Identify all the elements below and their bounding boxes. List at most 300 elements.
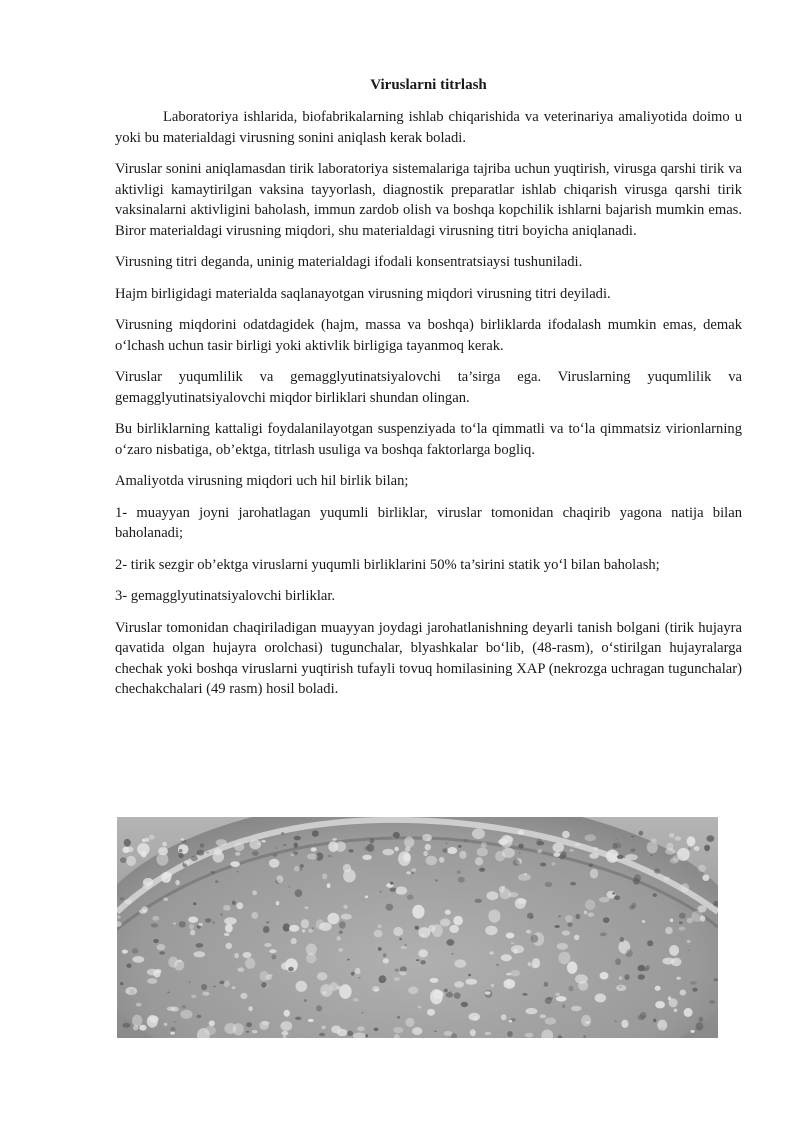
cell-shadow [631,849,636,852]
cell-shadow [589,864,593,867]
cell-shadow [620,937,624,942]
cell-shadow [289,886,291,888]
cell-shadow [312,830,319,837]
cell-shadow [576,914,581,919]
plaque-spot [540,1014,546,1018]
plaque-spot [353,998,359,1002]
plaque-spot [157,944,166,950]
plaque-spot [311,847,317,851]
cell-shadow [153,939,159,943]
plaque-spot [508,892,518,897]
plaque-spot [240,993,247,999]
plaque-spot [336,986,340,990]
cell-shadow [696,1022,704,1030]
plaque-spot [690,1030,694,1033]
plaque-spot [181,838,185,841]
plaque-spot [676,977,681,980]
plaque-spot [687,836,696,846]
plaque-spot [133,1025,139,1030]
plaque-spot [406,871,411,874]
plaque-spot [687,918,693,923]
plaque-spot [664,877,670,881]
cell-shadow [193,902,196,905]
cell-shadow [206,852,209,854]
plaque-spot [164,872,172,878]
cell-shadow [189,981,191,983]
cell-shadow [263,926,270,933]
plaque-spot [374,930,383,938]
plaque-spot [684,1008,693,1017]
plaque-spot [466,979,478,985]
cell-shadow [442,848,447,853]
cell-shadow [276,847,278,849]
cell-shadow [420,960,426,964]
plaque-spot [423,851,427,856]
plaque-spot [174,960,184,971]
micrograph-svg [117,817,718,1038]
plaque-spot [336,936,340,941]
plaque-spot [259,971,268,981]
plaque-spot [383,849,395,856]
cell-shadow [603,917,610,923]
cell-shadow [646,965,650,969]
cell-shadow [211,871,215,874]
plaque-spot [399,971,406,976]
plaque-spot [574,935,579,941]
cell-shadow [450,991,452,992]
cell-shadow [714,978,718,981]
cell-shadow [544,982,549,987]
plaque-spot [553,852,560,857]
cell-shadow [614,1020,617,1022]
cell-shadow [614,896,620,901]
plaque-spot [585,834,596,841]
cell-shadow [379,975,387,983]
cell-shadow [626,949,633,957]
plaque-spot [184,860,190,864]
plaque-spot [291,853,295,856]
cell-shadow [653,893,657,897]
plaque-spot [308,1019,314,1022]
plaque-spot [575,843,581,846]
plaque-spot [281,1031,288,1036]
plaque-spot [276,875,283,883]
cell-shadow [294,836,301,841]
plaque-spot [152,916,159,921]
plaque-spot [545,1018,556,1025]
cell-shadow [370,838,375,844]
plaque-spot [264,943,271,947]
cell-shadow [692,988,697,992]
cell-shadow [707,852,709,853]
plaque-spot [616,985,626,991]
cell-shadow [246,1031,249,1033]
plaque-spot [625,854,638,860]
plaque-spot [141,851,147,858]
cell-shadow [197,1015,202,1019]
plaque-spot [503,836,513,843]
plaque-spot [565,915,573,922]
cell-shadow [617,855,624,859]
cell-shadow [513,859,520,866]
plaque-spot [495,851,505,862]
cell-shadow [281,832,284,835]
cell-shadow [444,989,448,993]
plaque-spot [425,844,431,851]
paragraph-plaques: Viruslar tomonidan chaqiriladigan muayyan joydagi jarohatlanishning deyarli tanish bolgani (tirik hujayra qavatida olgan hujayra orolchasi) tugunchalar, blyashkalar bo‘lib, (48-rasm), o‘stirilgan hujayralarga chechak yoki boshqa viruslarni yuqtirish tufayli tovuq homilasining XAP (nekrozga uchragan tugunchalar) chechakchalari (49 rasm) hosil boladi. [115,619,742,697]
plaque-spot [562,831,570,838]
cell-shadow [461,1002,468,1007]
cell-shadow [167,992,170,994]
plaque-spot [575,974,588,984]
plaque-spot [142,907,148,912]
cell-shadow [640,1012,647,1019]
cell-shadow [446,939,454,946]
plaque-spot [190,930,195,936]
plaque-spot [589,853,599,859]
document-title: Viruslarni titrlash [370,77,487,93]
plaque-spot [307,854,318,860]
plaque-spot [343,905,348,909]
plaque-spot [205,1026,216,1035]
plaque-spot [606,850,619,863]
plaque-spot [343,864,351,873]
plaque-spot [289,925,299,932]
plaque-spot [357,1026,365,1031]
plaque-spot [320,984,332,997]
plaque-spot [525,1008,537,1014]
plaque-spot [449,925,459,933]
plaque-spot [590,869,598,879]
plaque-spot [213,851,225,863]
plaque-spot [585,900,595,911]
plaque-spot [383,958,389,963]
plaque-spot [491,984,494,988]
cell-shadow [454,992,461,999]
plaque-spot [339,984,351,999]
plaque-spot [406,1018,415,1027]
plaque-spot [378,924,382,928]
micrograph-photo-icon [117,817,718,1038]
plaque-spot [224,917,237,924]
cell-shadow [415,926,419,930]
cell-shadow [709,1000,715,1003]
plaque-spot [587,912,594,916]
cell-shadow [446,842,448,844]
plaque-spot [422,834,432,841]
cell-shadow [379,891,381,893]
plaque-spot [301,919,309,928]
plaque-spot [216,839,227,846]
plaque-spot [405,847,410,852]
cell-shadow [205,918,211,923]
plaque-spot [675,836,681,841]
cell-shadow [383,953,387,957]
cell-shadow [545,882,553,887]
cell-shadow [458,877,465,883]
plaque-spot [126,856,136,866]
cell-shadow [631,903,636,908]
plaque-spot [447,847,457,854]
plaque-spot [672,855,679,862]
cell-shadow [272,954,277,959]
cell-shadow [458,845,462,848]
plaque-spot [262,1021,270,1025]
plaque-spot [531,964,538,968]
cell-shadow [411,872,414,874]
cell-shadow [561,851,566,857]
plaque-spot [506,933,515,939]
cell-shadow [173,1021,175,1023]
cell-shadow [522,993,527,996]
plaque-spot [680,990,687,996]
plaque-spot [445,910,451,915]
cell-shadow [358,977,360,979]
plaque-spot [481,842,487,848]
plaque-spot [472,828,485,839]
cell-shadow [531,935,539,943]
plaque-spot [477,847,488,856]
plaque-spot [485,926,497,936]
plaque-spot [189,924,194,930]
plaque-spot [599,897,610,902]
plaque-spot [430,978,439,983]
plaque-spot [393,1027,403,1033]
cell-shadow [393,832,400,839]
plaque-spot [191,995,196,999]
cell-shadow [687,949,689,951]
plaque-spot [426,856,437,866]
cell-shadow [624,974,629,980]
plaque-spot [678,927,685,931]
cell-shadow [600,933,607,937]
cell-shadow [650,855,652,856]
cell-shadow [328,855,332,858]
plaque-spot [509,1020,512,1022]
cell-shadow [620,986,622,988]
plaque-spot [234,842,244,851]
cell-shadow [567,923,572,927]
cell-shadow [120,982,123,985]
plaque-spot [321,1026,326,1030]
plaque-spot [362,855,372,860]
cell-shadow [496,964,499,966]
plaque-spot [236,902,243,909]
plaque-spot [341,914,352,920]
paragraph-titer-definition: Virusning titri deganda, uninig materialdagi ifodali konsentratsiaysi tushuniladi. [115,254,583,270]
plaque-spot [243,952,252,958]
cell-shadow [507,1031,513,1037]
plaque-spot [698,905,707,912]
cell-shadow [215,880,218,883]
plaque-spot [486,891,498,900]
plaque-spot [175,880,180,885]
cell-shadow [653,1019,656,1023]
plaque-spot [327,883,331,888]
plaque-spot [193,951,205,957]
cell-shadow [232,901,236,905]
cell-shadow [704,845,710,851]
cell-shadow [390,882,393,885]
plaque-spot [322,873,327,879]
plaque-spot [665,927,673,935]
cell-shadow [170,1027,175,1032]
plaque-spot [502,886,506,889]
cell-shadow [120,857,127,863]
plaque-spot [316,919,325,929]
cell-shadow [416,959,419,961]
plaque-spot [328,841,338,852]
plaque-spot [252,1030,258,1033]
cell-shadow [615,843,622,849]
cell-shadow [536,838,541,844]
cell-shadow [547,997,553,1000]
plaque-spot [518,874,531,881]
plaque-spot [202,992,209,996]
cell-shadow [399,938,402,941]
plaque-spot [528,962,532,966]
plaque-spot [506,980,511,985]
cell-shadow [351,972,354,976]
plaque-spot [593,847,598,850]
plaque-spot [404,836,414,847]
plaque-spot [681,883,689,892]
plaque-spot [433,990,444,999]
cell-shadow [435,879,437,881]
plaque-spot [126,987,138,995]
plaque-spot [306,944,317,956]
plaque-spot [147,978,157,984]
cell-shadow [266,922,269,924]
cell-shadow [479,868,485,872]
cell-shadow [201,984,207,990]
plaque-spot [619,976,623,980]
cell-shadow [540,863,546,867]
cell-shadow [583,1035,586,1038]
plaque-spot [209,1020,215,1026]
cell-shadow [654,868,660,873]
plaque-spot [296,981,308,992]
plaque-spot [454,959,466,967]
plaque-spot [674,1009,678,1013]
plaque-spot [294,866,300,871]
cell-shadow [283,923,290,931]
cell-shadow [200,843,205,847]
cell-shadow [316,1005,322,1011]
plaque-spot [418,927,430,938]
plaque-spot [188,917,198,923]
cell-shadow [220,913,222,916]
plaque-spot [412,1027,422,1035]
plaque-spot [147,969,158,976]
cell-shadow [395,969,399,972]
plaque-spot [302,929,305,932]
plaque-spot [305,907,309,909]
plaque-spot [223,905,231,911]
plaque-spot [647,841,658,853]
paragraph-intro: Laboratoriya ishlarida, biofabrikalarning ishlab chiqarishida va veterinariya amaliyotida doimo u yoki bu materialdagi virusning sonini aniqlash kerak boladi. [115,109,742,146]
cell-shadow [518,852,521,854]
paragraph-three-units: Amaliyotda virusning miqdori uch hil birlik bilan; [115,473,409,489]
plaque-spot [280,1021,292,1031]
plaque-spot [691,911,703,922]
plaque-spot [269,974,273,976]
cell-shadow [397,1016,400,1019]
document-page [115,75,742,711]
plaque-spot [180,1010,192,1019]
plaque-spot [558,952,570,965]
cell-shadow [527,913,534,919]
plaque-spot [440,919,450,927]
plaque-spot [225,924,233,933]
cell-shadow [294,843,298,848]
plaque-spot [702,874,709,881]
plaque-spot [567,961,577,973]
plaque-spot [224,933,230,936]
cell-shadow [151,923,158,927]
paragraph-infectivity: Viruslar yuqumlilik va gemagglyutinatsiyalovchi ta’sirga ega. Viruslarning yuqumlilik va gemagglyutinatsiyalovchi miqdor birliklari shundan olingan. [115,369,742,406]
plaque-spot [525,1033,534,1038]
plaque-spot [226,943,233,949]
cell-shadow [236,871,239,873]
plaque-spot [178,844,189,854]
plaque-spot [518,830,524,835]
plaque-spot [469,1013,481,1021]
paragraph-volume-unit: Hajm birligidagi materialda saqlanayotgan virusning miqdori virusning titri deyiladi. [115,285,611,302]
plaque-spot [570,849,574,851]
plaque-spot [657,1020,667,1031]
plaque-spot [261,840,265,843]
cell-shadow [562,1004,565,1008]
plaque-spot [252,890,257,895]
plaque-spot [501,1014,507,1020]
plaque-spot [621,1020,628,1028]
plaque-spot [284,1010,290,1017]
plaque-spot [396,886,408,894]
plaque-spot [418,1006,422,1009]
cell-shadow [213,986,216,987]
cell-shadow [319,1033,325,1037]
plaque-spot [595,993,606,1002]
plaque-spot [338,948,343,952]
plaque-spot [269,949,276,953]
cell-shadow [182,1005,187,1009]
plaque-spot [439,857,444,863]
plaque-spot [125,847,134,853]
plaque-spot [291,938,297,944]
cell-shadow [679,921,683,924]
cell-shadow [407,895,414,900]
plaque-spot [281,962,289,970]
cell-shadow [191,856,198,862]
cell-shadow [126,963,131,968]
plaque-spot [249,840,261,850]
plaque-spot [337,1029,348,1036]
plaque-spot [142,881,152,889]
plaque-spot [162,842,167,847]
list-item-1: 1- muayyan joyni jarohatlagan yuqumli birliklar, viruslar tomonidan chaqirib yagona natija bilan baholanadi; [115,504,742,541]
plaque-spot [132,956,144,963]
cell-shadow [295,1017,302,1020]
cell-shadow [246,1022,252,1027]
cell-shadow [159,951,165,954]
plaque-spot [269,859,280,868]
cell-shadow [688,847,691,850]
plaque-spot [132,1015,142,1027]
plaque-spot [150,1016,159,1023]
plaque-spot [170,1032,175,1035]
plaque-spot [562,930,570,935]
